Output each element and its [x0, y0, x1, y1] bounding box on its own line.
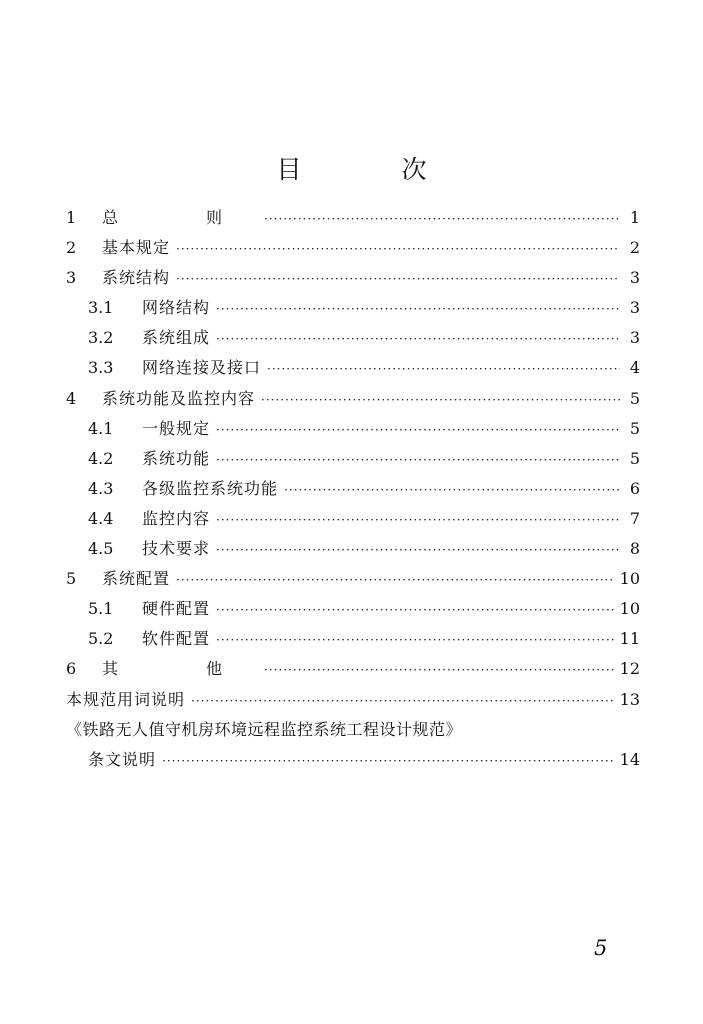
toc-entry-number: 4.1 — [88, 418, 114, 438]
toc-entry-number: 5.1 — [88, 599, 114, 619]
toc-entry-5[interactable] — [66, 566, 640, 596]
toc-entry-page: 6 — [629, 478, 640, 498]
toc-entry-page: 14 — [619, 749, 640, 769]
toc-entry-explanation-title — [66, 717, 640, 747]
dot-leader — [216, 603, 614, 617]
toc-entry-number: 5 — [66, 569, 77, 589]
toc-entry-label: 总 则 — [102, 208, 259, 227]
toc-entry-label: 系统配置 — [102, 569, 171, 589]
toc-entry-number: 5.2 — [88, 629, 114, 649]
toc-entry-label: 一般规定 — [142, 418, 211, 438]
dot-leader — [284, 483, 620, 497]
toc-entry-number: 3.3 — [88, 358, 114, 378]
dot-leader — [176, 272, 620, 286]
toc-entry-4-2[interactable] — [66, 446, 640, 476]
toc-entry-page: 12 — [619, 659, 640, 679]
page-title: 目 次 — [276, 155, 473, 184]
table-of-contents — [66, 205, 640, 777]
toc-entry-page: 3 — [629, 328, 640, 348]
toc-entry-label: 其 他 — [102, 659, 259, 679]
toc-entry-label: 系统功能 — [142, 448, 211, 468]
toc-entry-4-3[interactable] — [66, 476, 640, 506]
toc-entry-label: 监控内容 — [142, 508, 211, 528]
toc-entry-number: 3.1 — [88, 298, 114, 318]
toc-entry-label: 各级监控系统功能 — [142, 478, 279, 498]
toc-entry-5-2[interactable] — [66, 626, 640, 656]
toc-entry-4-4[interactable] — [66, 506, 640, 536]
toc-entry-3-2[interactable] — [66, 325, 640, 355]
toc-entry-number: 1 — [66, 208, 77, 227]
toc-entry-page: 7 — [629, 508, 640, 528]
toc-entry-page: 1 — [629, 208, 640, 227]
toc-entry-number: 6 — [66, 659, 77, 679]
toc-entry-label: 条文说明 — [88, 749, 157, 769]
toc-entry-page: 10 — [619, 569, 640, 589]
dot-leader — [216, 302, 620, 316]
toc-entry-label: 硬件配置 — [142, 599, 211, 619]
dot-leader — [267, 362, 620, 376]
toc-entry-number: 3 — [66, 268, 77, 288]
toc-entry-label: 技术要求 — [142, 539, 211, 559]
toc-entry-1[interactable] — [66, 205, 640, 235]
toc-entry-label: 系统结构 — [102, 268, 171, 288]
dot-leader — [216, 423, 620, 437]
dot-leader — [264, 212, 620, 226]
toc-entry-4-1[interactable] — [66, 416, 640, 446]
toc-entry-terms[interactable] — [66, 687, 640, 717]
toc-entry-label: 本规范用词说明 — [66, 689, 186, 709]
toc-entry-page: 11 — [619, 629, 640, 649]
page-number: 5 — [594, 936, 608, 960]
toc-entry-page: 4 — [629, 358, 640, 378]
toc-entry-3[interactable] — [66, 265, 640, 295]
toc-entry-page: 10 — [619, 599, 640, 619]
toc-entry-label: 系统组成 — [142, 328, 211, 348]
toc-entry-label: 基本规定 — [102, 238, 171, 258]
dot-leader — [216, 332, 620, 346]
dot-leader — [216, 633, 614, 647]
toc-entry-label: 网络连接及接口 — [142, 358, 262, 378]
toc-entry-label: 网络结构 — [142, 298, 211, 318]
toc-entry-6[interactable] — [66, 656, 640, 686]
toc-entry-number: 4 — [66, 388, 77, 408]
dot-leader — [216, 513, 620, 527]
dot-leader — [191, 694, 614, 708]
dot-leader — [176, 242, 620, 256]
toc-entry-number: 4.4 — [88, 508, 114, 528]
toc-entry-4-5[interactable] — [66, 536, 640, 566]
toc-entry-3-3[interactable] — [66, 355, 640, 385]
toc-entry-4[interactable] — [66, 386, 640, 416]
toc-entry-label: 《铁路无人值守机房环境远程监控系统工程设计规范》 — [66, 719, 463, 739]
toc-entry-number: 2 — [66, 238, 77, 258]
toc-entry-number: 4.5 — [88, 539, 114, 559]
toc-entry-label: 软件配置 — [142, 629, 211, 649]
toc-entry-number: 3.2 — [88, 328, 114, 348]
toc-entry-page: 3 — [629, 268, 640, 288]
toc-entry-explanation[interactable] — [66, 747, 640, 777]
toc-entry-label: 系统功能及监控内容 — [102, 388, 256, 408]
toc-entry-3-1[interactable] — [66, 295, 640, 325]
dot-leader — [216, 543, 620, 557]
dot-leader — [176, 573, 614, 587]
toc-entry-5-1[interactable] — [66, 596, 640, 626]
dot-leader — [216, 453, 620, 467]
toc-entry-page: 2 — [629, 238, 640, 258]
toc-entry-page: 3 — [629, 298, 640, 318]
toc-entry-page: 5 — [629, 388, 640, 408]
toc-entry-page: 5 — [629, 448, 640, 468]
dot-leader — [264, 663, 614, 677]
toc-entry-number: 4.3 — [88, 478, 114, 498]
dot-leader — [162, 754, 614, 768]
toc-entry-page: 5 — [629, 418, 640, 438]
dot-leader — [261, 393, 620, 407]
toc-entry-number: 4.2 — [88, 448, 114, 468]
toc-entry-page: 8 — [629, 539, 640, 559]
toc-entry-page: 13 — [619, 689, 640, 709]
toc-entry-2[interactable] — [66, 235, 640, 265]
